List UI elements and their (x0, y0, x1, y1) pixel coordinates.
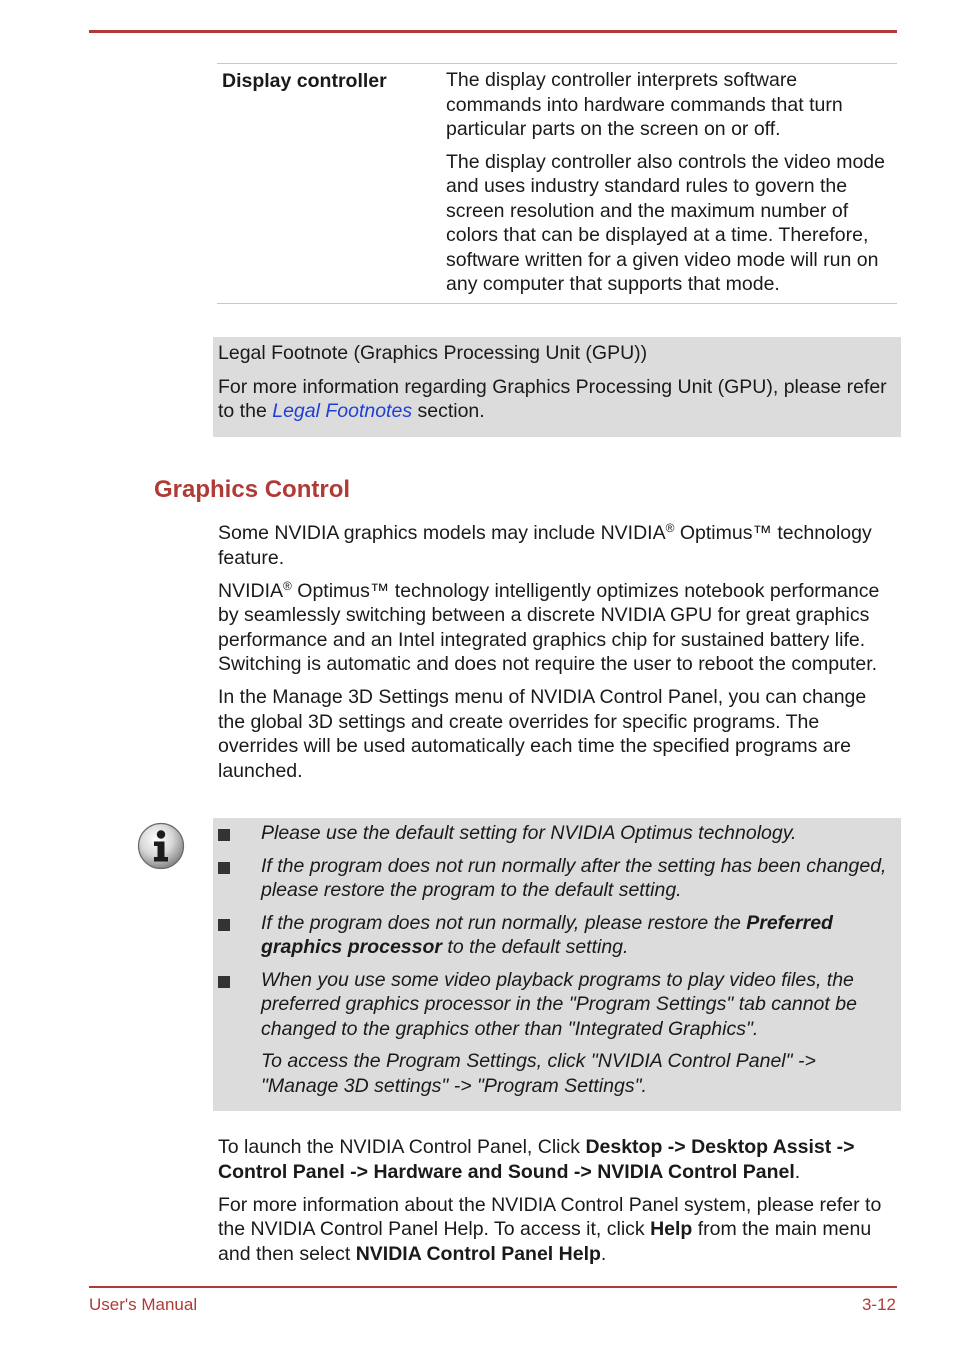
bullet-square-icon (218, 976, 230, 988)
paragraph-launch (218, 1135, 898, 1184)
note-item-3-bold: Preferred graphics processor (261, 911, 833, 958)
footer-manual-title: User's Manual (89, 1295, 198, 1314)
note-box (213, 818, 901, 1111)
legal-footnotes-link[interactable]: Legal Footnotes (272, 400, 413, 422)
definition-table (217, 63, 897, 304)
note-item-3-text-b: to the default setting. (441, 936, 629, 958)
p1-text-a: Some NVIDIA graphics models may include NVIDIA (218, 522, 666, 544)
note-item-4-text: When you use some video playback programs to play video files, the preferred graphics processor in the "Program Settings" tab cannot be changed to the graphics other than "Integrated Graphics". (261, 968, 857, 1040)
registered-mark: ® (665, 521, 675, 535)
bullet-square-icon (218, 829, 230, 841)
legal-footnote-title: Legal Footnote (Graphics Processing Unit (GPU)) (218, 342, 648, 364)
p2-text-b: Optimus™ technology intelligently optimizes notebook performance by seamlessly switching between a discrete NVIDIA GPU for great graphics performance and an Intel integrated graphics chip for sustained battery life. Switching is automatic and does not require the user to reboot the computer. (218, 579, 880, 675)
launch-path-bold: Desktop -> Desktop Assist -> Control Panel -> Hardware and Sound -> NVIDIA Control Panel (218, 1136, 855, 1183)
p1-text-b: Optimus™ technology feature. (218, 522, 872, 569)
registered-mark: ® (283, 578, 292, 593)
description-paragraph-2: The display controller also controls the video mode and uses industry standard rules to govern the screen resolution and the maximum number of colors that can be displayed at a time. Therefore, software written for a given video mode will run on any computer that supports that mode. (446, 150, 885, 295)
note-item (213, 911, 901, 960)
launch-text-b: . (794, 1160, 801, 1183)
term-description (446, 64, 897, 303)
bullet-square-icon (218, 919, 230, 931)
footer-page-number: 3-12 (861, 1295, 896, 1314)
legal-footnote-box (213, 337, 901, 437)
term-display-controller: Display controller (222, 70, 387, 92)
paragraph-optimus-detail (218, 579, 898, 677)
help-text-c: . (600, 1242, 607, 1265)
bullet-square-icon (218, 862, 230, 874)
paragraph-manage-3d: In the Manage 3D Settings menu of NVIDIA Control Panel, you can change the global 3D settings and create overrides for specific programs. The overrides will be used automatically each time the specified programs are launched. (218, 686, 867, 782)
note-item (213, 821, 901, 846)
legal-text-before: For more information regarding Graphics Processing Unit (GPU), please refer to the (218, 375, 887, 422)
note-item-1-text: Please use the default setting for NVIDIA Optimus technology. (261, 822, 797, 844)
footer-rule (89, 1286, 897, 1288)
note-item-4-continuation: To access the Program Settings, click "NVIDIA Control Panel" -> "Manage 3D settings" -> "Program Settings". (261, 1050, 816, 1097)
help-item-bold: NVIDIA Control Panel Help (355, 1242, 601, 1265)
p2-text-a: NVIDIA (218, 579, 284, 602)
section-body (218, 521, 898, 792)
paragraph-help (218, 1193, 898, 1267)
header-rule (89, 30, 897, 33)
note-item-2-text: If the program does not run normally after the setting has been changed, please restore the program to the default setting. (261, 854, 887, 901)
section-heading: Graphics Control (154, 476, 351, 503)
launch-text-a: To launch the NVIDIA Control Panel, Click (218, 1136, 586, 1158)
note-item (213, 854, 901, 903)
note-item-3-text-a: If the program does not run normally, please restore the (261, 911, 747, 934)
help-bold: Help (650, 1218, 693, 1240)
closing-body (218, 1135, 898, 1275)
legal-text-after: section. (412, 400, 485, 422)
note-item (213, 968, 901, 1042)
help-text-b: from the main menu and then select (218, 1218, 872, 1265)
help-text-a: For more information about the NVIDIA Control Panel system, please refer to the NVIDIA Control Panel Help. To access it, click (218, 1193, 882, 1240)
info-icon (137, 822, 185, 870)
paragraph-optimus-intro (218, 521, 898, 570)
legal-footnote-text (218, 375, 897, 424)
description-paragraph-1: The display controller interprets software commands into hardware commands that turn particular parts on the screen on or off. (446, 69, 843, 140)
